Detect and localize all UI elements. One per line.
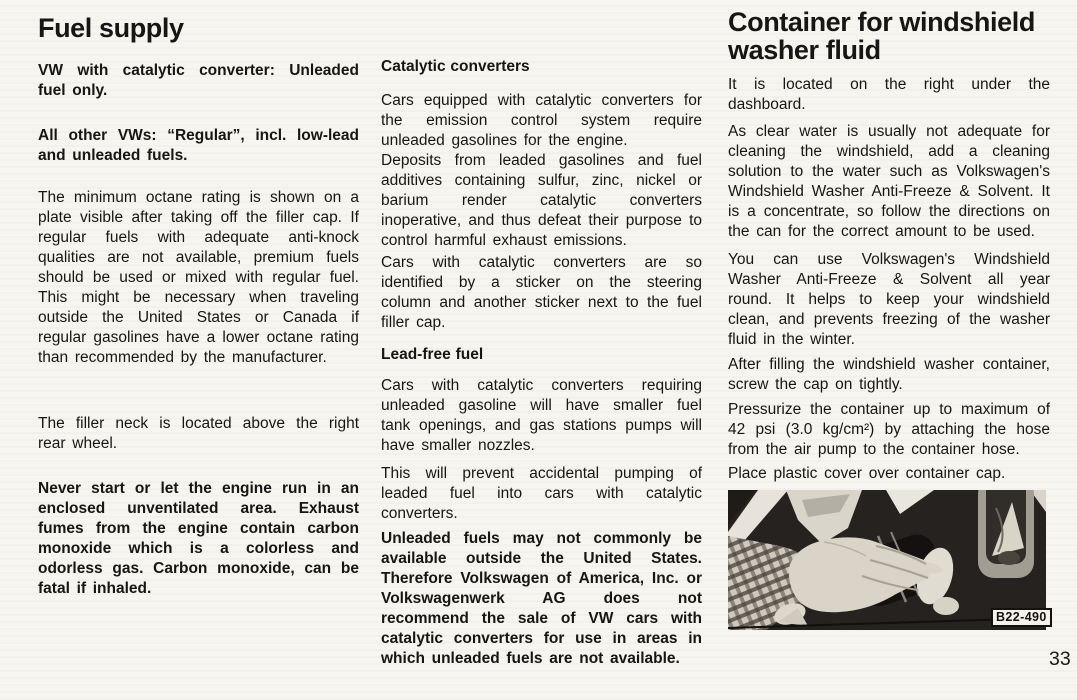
paragraph-tank-openings: Cars with catalytic converters requiring unleaded gasoline will have smaller fuel tank openings, and gas stations pumps will have smaller nozzles.: [381, 377, 702, 454]
heading-catalytic-converters: Catalytic converters: [381, 58, 530, 75]
paragraph-filler-neck: The filler neck is located above the right rear wheel.: [38, 415, 359, 452]
heading-lead-free-fuel: Lead-free fuel: [381, 346, 484, 363]
paragraph-require-unleaded: Cars equipped with catalytic converters for the emission control system require unleaded gasolines for the engine.: [381, 92, 702, 149]
paragraph-pressurize: Pressurize the container up to maximum of 42 psi (3.0 kg/cm²) by attaching the hose from the air pump to the container hose.: [728, 401, 1050, 458]
paragraph-octane-rating: The minimum octane rating is shown on a plate visible after taking off the filler cap. If regular fuels with adequate anti-knock qualities are not available, premium fuels should be used or mixed with regular fuel. This might be necessary when traveling outside the United States or Canada if regular gasolines have a lower octane rating than recommended by the manufacturer.: [38, 189, 359, 366]
photo-reference-label: B22-490: [991, 608, 1052, 627]
paragraph-all-year-use: You can use Volkswagen's Windshield Washer Anti-Freeze & Solvent all year round. It helps to keep your windshield clean, and prevents freezing of the washer fluid in the winter.: [728, 251, 1050, 348]
title-line-2: washer fluid: [728, 35, 881, 65]
washer-fluid-column: [728, 8, 1050, 630]
paragraph-plastic-cover: Place plastic cover over container cap.: [728, 465, 1006, 482]
paragraph-screw-cap: After filling the windshield washer container, screw the cap on tightly.: [728, 356, 1050, 393]
catalytic-converters-column: [381, 57, 702, 669]
paragraph-location: It is located on the right under the dashboard.: [728, 76, 1050, 113]
paragraph-prevent-pumping: This will prevent accidental pumping of leaded fuel into cars with catalytic converters.: [381, 465, 702, 522]
title-line-1: Container for windshield: [728, 7, 1035, 37]
washer-container-photo: [728, 490, 1046, 630]
paragraph-unleaded-only: VW with catalytic converter: Unleaded fuel only.: [38, 62, 359, 99]
paragraph-cleaning-solution: As clear water is usually not adequate for cleaning the windshield, add a cleaning solution to the water such as Volkswagen's Windshield Washer Anti-Freeze & Solvent. It is a concentrate, so follow the directions on the can for the correct amount to be used.: [728, 123, 1050, 240]
section-title-washer-fluid: [728, 8, 1050, 64]
fuel-supply-column: [38, 14, 359, 599]
paragraph-carbon-monoxide-warning: Never start or let the engine run in an enclosed unventilated area. Exhaust fumes from the engine contain carbon monoxide which is a colorless and odorless gas. Carbon monoxide, can be fatal if inhaled.: [38, 480, 359, 597]
paragraph-availability-warning: Unleaded fuels may not commonly be available outside the United States. Therefore Volkswagen of America, Inc. or Volkswagenwerk AG does not recommend the sale of VW cars with catalytic converters for use in areas in which unleaded fuels are not available.: [381, 530, 702, 667]
section-title-fuel-supply: Fuel supply: [38, 13, 184, 43]
paragraph-deposits: Deposits from leaded gasolines and fuel additives containing sulfur, zinc, nickel or barium render catalytic converters inoperative, and thus defeat their purpose to control harmful exhaust emissions.: [381, 152, 702, 249]
paragraph-sticker: Cars with catalytic converters are so identified by a sticker on the steering column and another sticker next to the fuel filler cap.: [381, 254, 702, 331]
paragraph-regular-fuels: All other VWs: “Regular”, incl. low-lead and unleaded fuels.: [38, 127, 359, 164]
page-number: 33: [1049, 648, 1071, 670]
